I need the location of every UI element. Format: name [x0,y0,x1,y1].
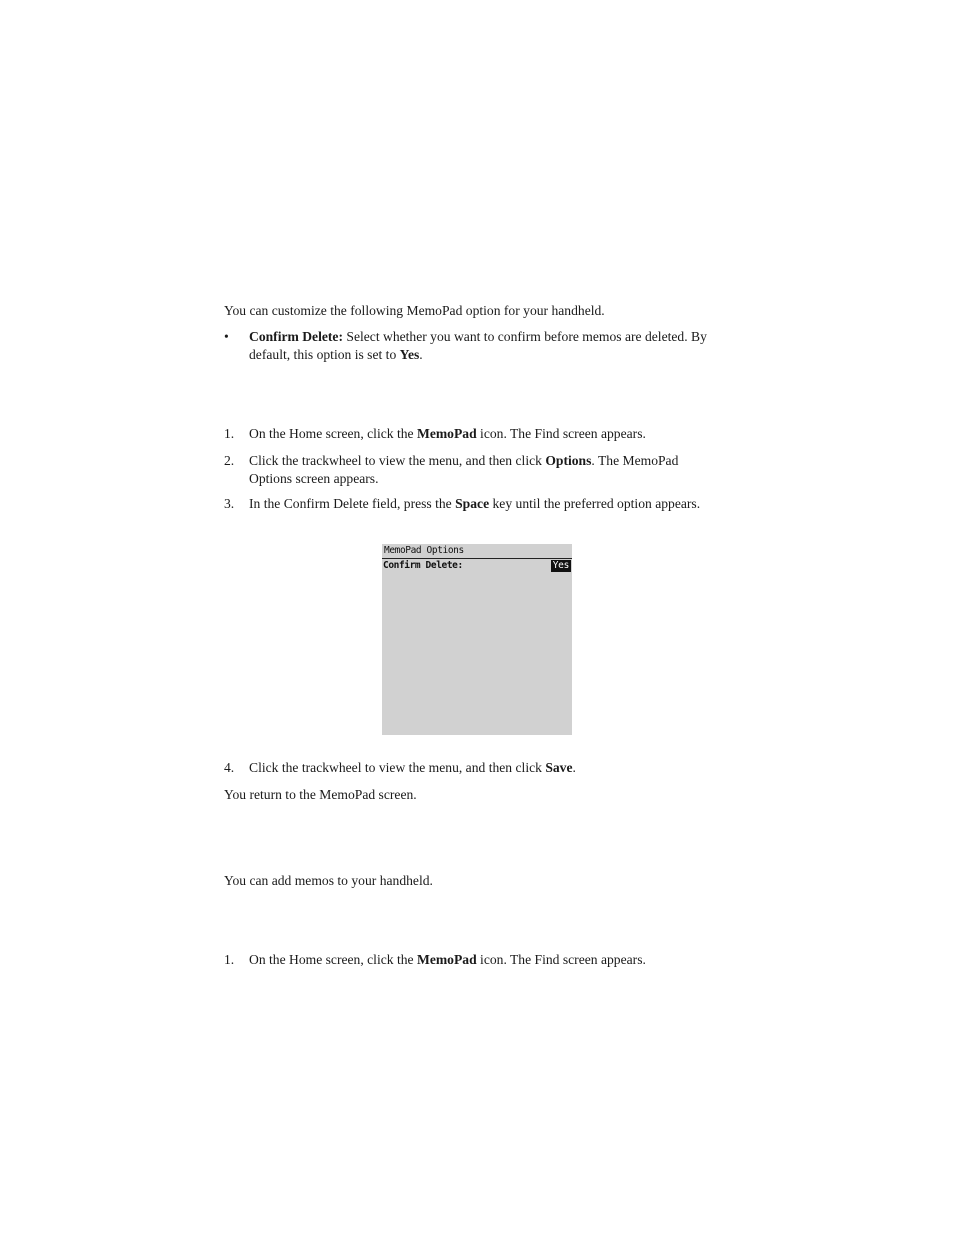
intro-paragraph: You can customize the following MemoPad option for your handheld. [224,303,605,318]
bullet-mark: • [224,329,229,344]
option-default-value: Yes [399,346,420,362]
step-number: 2. [224,453,235,468]
step-number: 1. [224,952,235,967]
step-number: 4. [224,760,235,775]
step-number: 1. [224,426,235,441]
screen-title: MemoPad Options [384,545,464,556]
add-intro-paragraph: You can add memos to your handheld. [224,873,433,888]
step-number: 3. [224,496,235,511]
step-item [224,495,724,531]
confirm-delete-field[interactable] [382,560,572,572]
return-paragraph: You return to the MemoPad screen. [224,787,417,802]
confirm-delete-label: Confirm Delete: [383,560,463,571]
step-text: In the Confirm Delete field, press the Space key until the preferred option appears. [249,496,701,511]
confirm-delete-value[interactable]: Yes [552,560,569,571]
step-item [224,951,724,969]
option-bullet-item [224,328,724,364]
step-text: On the Home screen, click the MemoPad icon. The Find screen appears. [249,426,646,441]
step-text: On the Home screen, click the MemoPad icon. The Find screen appears. [249,952,646,967]
step-text: Click the trackwheel to view the menu, and then click Options. The MemoPad Options screen appears. [249,453,679,486]
option-label: Confirm Delete: [249,329,343,344]
step-item [224,759,724,777]
step-text: Click the trackwheel to view the menu, and then click Save. [249,760,576,775]
step-item [224,452,724,488]
title-divider [382,558,572,559]
option-description: Confirm Delete: Select whether you want to confirm before memos are deleted. By default, this option is set to Yes. [249,329,707,362]
memopad-options-screenshot [382,544,572,735]
step-item [224,425,724,443]
